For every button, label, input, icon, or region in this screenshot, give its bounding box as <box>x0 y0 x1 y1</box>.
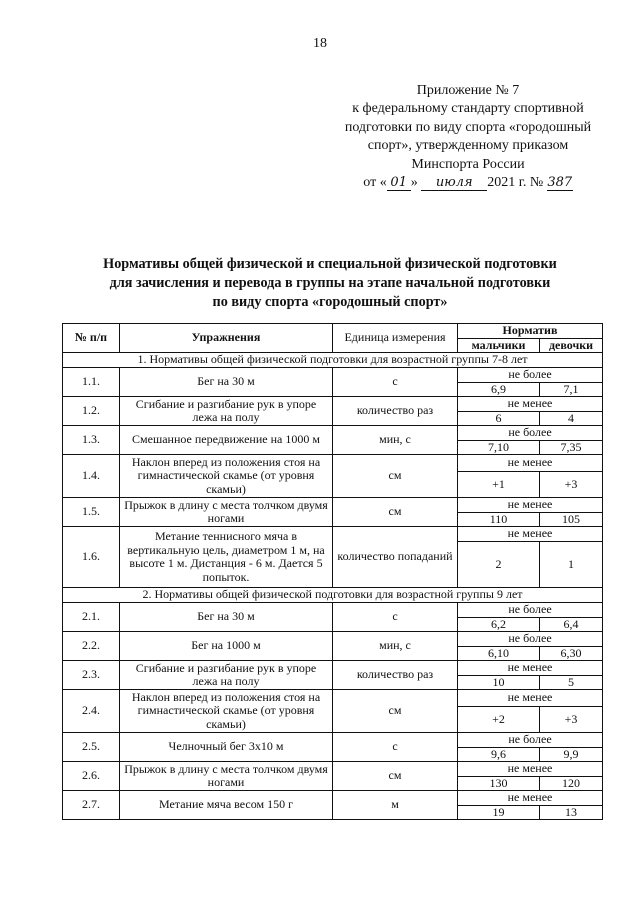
norms-table <box>62 323 603 820</box>
section-header-row <box>63 353 603 368</box>
row-number: 1.5. <box>63 498 120 527</box>
table-row <box>63 632 603 647</box>
unit-of-measure: с <box>333 603 458 632</box>
unit-of-measure: см <box>333 690 458 733</box>
table-row <box>63 762 603 777</box>
row-number: 2.5. <box>63 733 120 762</box>
girls-value: +3 <box>540 472 603 498</box>
girls-value: 13 <box>540 805 603 820</box>
exercise-name: Сгибание и разгибание рук в упоре лежа на полу <box>120 661 333 690</box>
girls-value: 120 <box>540 776 603 791</box>
exercise-name: Прыжок в длину с места толчком двумя ногами <box>120 762 333 791</box>
girls-value: 6,30 <box>540 646 603 661</box>
table-row <box>63 791 603 806</box>
unit-of-measure: количество раз <box>333 661 458 690</box>
table-row <box>63 498 603 513</box>
norm-comparator: не менее <box>458 498 603 513</box>
appendix-line: Минспорта России <box>411 156 525 172</box>
norm-comparator: не менее <box>458 527 603 542</box>
exercise-name: Бег на 1000 м <box>120 632 333 661</box>
order-quote-close: » <box>410 175 418 191</box>
boys-value: +1 <box>458 472 540 498</box>
table-body <box>63 353 603 820</box>
exercise-name: Бег на 30 м <box>120 603 333 632</box>
row-number: 1.1. <box>63 368 120 397</box>
row-number: 2.3. <box>63 661 120 690</box>
unit-of-measure: с <box>333 733 458 762</box>
boys-value: 2 <box>458 542 540 588</box>
title-line: Нормативы общей физической и специальной физической подготовки <box>103 256 557 272</box>
boys-value: +2 <box>458 707 540 733</box>
title-line: для зачисления и перевода в группы на этапе начальной подготовки <box>109 275 551 291</box>
boys-value: 110 <box>458 512 540 527</box>
girls-value: 6,4 <box>540 617 603 632</box>
row-number: 2.4. <box>63 690 120 733</box>
row-number: 2.1. <box>63 603 120 632</box>
unit-of-measure: количество раз <box>333 397 458 426</box>
header-exercise: Упражнения <box>120 324 333 353</box>
table-row <box>63 603 603 618</box>
girls-value: 7,35 <box>540 440 603 455</box>
page-number: 18 <box>313 36 327 51</box>
exercise-name: Смешанное передвижение на 1000 м <box>120 426 333 455</box>
unit-of-measure: м <box>333 791 458 820</box>
exercise-name: Метание теннисного мяча в вертикальную цель, диаметром 1 м, на высоте 1 м. Дистанция - 6 м. Дается 5 попыток. <box>120 527 333 588</box>
norm-comparator: не менее <box>458 455 603 472</box>
header-girls: девочки <box>540 338 603 353</box>
row-number: 1.4. <box>63 455 120 498</box>
row-number: 1.6. <box>63 527 120 588</box>
row-number: 2.2. <box>63 632 120 661</box>
title-line: по виду спорта «городошный спорт» <box>212 294 448 310</box>
unit-of-measure: с <box>333 368 458 397</box>
table-row <box>63 661 603 676</box>
table-row <box>63 368 603 383</box>
exercise-name: Наклон вперед из положения стоя на гимнастической скамье (от уровня скамьи) <box>120 455 333 498</box>
row-number: 2.6. <box>63 762 120 791</box>
order-number-handwritten: 387 <box>547 175 573 191</box>
row-number: 2.7. <box>63 791 120 820</box>
girls-value: 105 <box>540 512 603 527</box>
header-boys: мальчики <box>458 338 540 353</box>
norm-comparator: не более <box>458 426 603 441</box>
table-row <box>63 455 603 472</box>
boys-value: 6,2 <box>458 617 540 632</box>
section-header-row <box>63 588 603 603</box>
norm-comparator: не менее <box>458 661 603 676</box>
exercise-name: Сгибание и разгибание рук в упоре лежа на полу <box>120 397 333 426</box>
exercise-name: Прыжок в длину с места толчком двумя ногами <box>120 498 333 527</box>
girls-value: 7,1 <box>540 382 603 397</box>
row-number: 1.3. <box>63 426 120 455</box>
norm-comparator: не более <box>458 632 603 647</box>
section-title: 1. Нормативы общей физической подготовки для возрастной группы 7-8 лет <box>63 353 603 368</box>
appendix-line: подготовки по виду спорта «городошный <box>344 119 592 135</box>
header-unit: Единица измерения <box>333 324 458 353</box>
boys-value: 6,10 <box>458 646 540 661</box>
appendix-line: к федеральному стандарту спортивной <box>352 101 584 117</box>
table-row <box>63 733 603 748</box>
table-row <box>63 426 603 441</box>
girls-value: 4 <box>540 411 603 426</box>
order-line <box>318 174 618 192</box>
norm-comparator: не менее <box>458 397 603 412</box>
girls-value: 5 <box>540 675 603 690</box>
unit-of-measure: см <box>333 455 458 498</box>
exercise-name: Челночный бег 3х10 м <box>120 733 333 762</box>
boys-value: 7,10 <box>458 440 540 455</box>
table-row <box>63 527 603 542</box>
unit-of-measure: см <box>333 762 458 791</box>
appendix-line: Приложение № 7 <box>416 83 520 98</box>
table-row <box>63 397 603 412</box>
order-prefix: от « <box>363 175 387 191</box>
unit-of-measure: мин, с <box>333 632 458 661</box>
boys-value: 10 <box>458 675 540 690</box>
boys-value: 9,6 <box>458 747 540 762</box>
boys-value: 19 <box>458 805 540 820</box>
norm-comparator: не более <box>458 368 603 383</box>
norm-comparator: не менее <box>458 690 603 707</box>
boys-value: 6 <box>458 411 540 426</box>
section-title: 2. Нормативы общей физической подготовки для возрастной группы 9 лет <box>63 588 603 603</box>
norm-comparator: не менее <box>458 762 603 777</box>
header-num: № п/п <box>63 324 120 353</box>
header-norm: Норматив <box>458 324 603 339</box>
order-month-handwritten: июля <box>421 176 487 191</box>
unit-of-measure: мин, с <box>333 426 458 455</box>
appendix-line: спорт», утвержденному приказом <box>367 138 569 154</box>
order-year: 2021 г. № <box>487 175 544 191</box>
boys-value: 130 <box>458 776 540 791</box>
norm-comparator: не более <box>458 733 603 748</box>
norm-comparator: не более <box>458 603 603 618</box>
boys-value: 6,9 <box>458 382 540 397</box>
exercise-name: Наклон вперед из положения стоя на гимнастической скамье (от уровня скамьи) <box>120 690 333 733</box>
norm-comparator: не менее <box>458 791 603 806</box>
document-title <box>60 255 600 312</box>
order-day-handwritten: 01 <box>387 176 411 191</box>
girls-value: +3 <box>540 707 603 733</box>
appendix-block <box>318 82 618 192</box>
row-number: 1.2. <box>63 397 120 426</box>
exercise-name: Метание мяча весом 150 г <box>120 791 333 820</box>
unit-of-measure: см <box>333 498 458 527</box>
table-row <box>63 690 603 707</box>
unit-of-measure: количество попаданий <box>333 527 458 588</box>
girls-value: 9,9 <box>540 747 603 762</box>
exercise-name: Бег на 30 м <box>120 368 333 397</box>
girls-value: 1 <box>540 542 603 588</box>
